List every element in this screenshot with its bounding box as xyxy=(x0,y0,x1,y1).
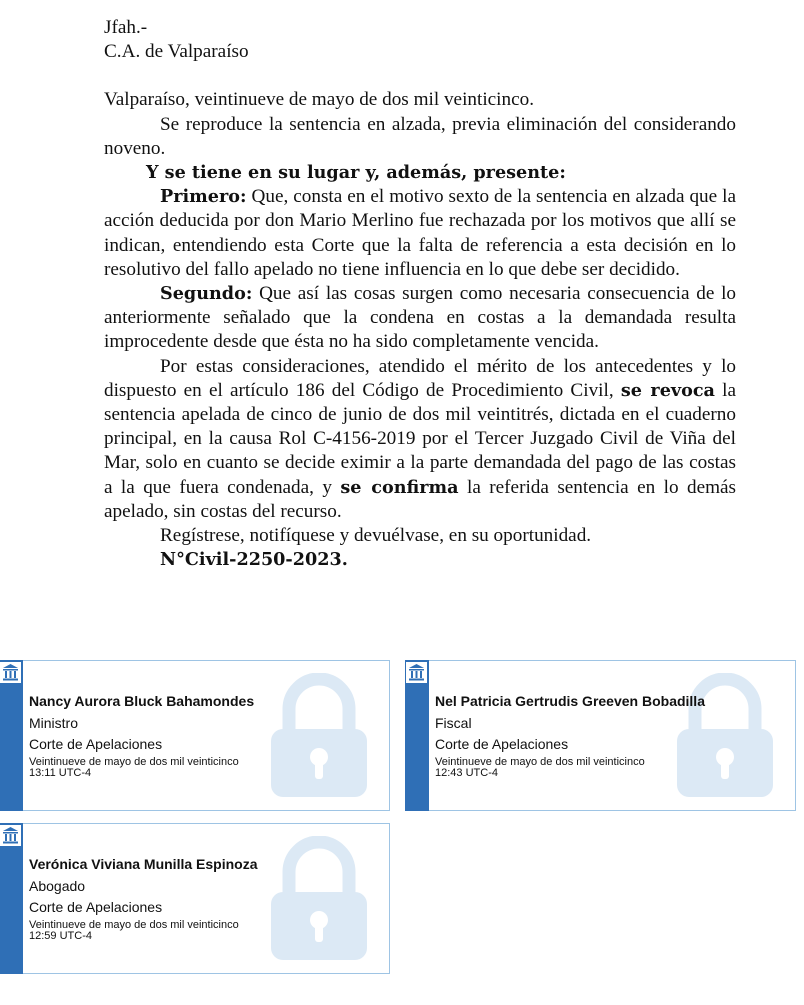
signature-time: 12:59 UTC-4 xyxy=(29,930,92,942)
signer-court: Corte de Apelaciones xyxy=(435,736,569,752)
signature-date: Veintinueve de mayo de dos mil veinticinco xyxy=(435,756,645,768)
signature-time: 12:43 UTC-4 xyxy=(435,767,498,779)
signature-accent-bar xyxy=(405,660,429,811)
institution-icon xyxy=(406,662,427,683)
date-line: Valparaíso, veintinueve de mayo de dos mil veinticinco. xyxy=(104,89,535,111)
signer-court: Corte de Apelaciones xyxy=(29,899,163,915)
case-number-line xyxy=(104,548,736,572)
signature-accent-bar xyxy=(0,823,23,974)
signature-date: Veintinueve de mayo de dos mil veinticinco xyxy=(29,919,239,931)
se-revoca-text: se revoca xyxy=(620,379,715,401)
signature-card xyxy=(405,660,796,811)
paragraph-segundo xyxy=(104,282,736,355)
signature-card xyxy=(0,823,390,974)
paragraph-resolution xyxy=(104,355,736,524)
document-body xyxy=(104,16,736,572)
closing-line: Regístrese, notifíquese y devuélvase, en su oportunidad. xyxy=(160,525,592,547)
resolution-text-2: la sentencia apelada de cinco de junio de dos mil veintitrés, dictada en el cuaderno principal, en la causa Rol C-4156-2019 por el Tercer Juzgado Civil de Viña del Mar, solo en cuanto se decide eximir a la parte demandada del pago de las costas a la que fuera condenada, y xyxy=(104,379,736,498)
lock-icon xyxy=(265,836,373,964)
signature-accent-bar xyxy=(0,660,23,811)
signature-date: Veintinueve de mayo de dos mil veinticinco xyxy=(29,756,239,768)
institution-icon xyxy=(0,825,21,846)
header-initials: Jfah.- xyxy=(104,17,148,38)
signer-name: Verónica Viviana Munilla Espinoza xyxy=(29,856,258,872)
signature-time: 13:11 UTC-4 xyxy=(29,767,92,779)
section-heading-text: Y se tiene en su lugar y, además, presente: xyxy=(146,162,566,184)
paragraph-primero xyxy=(104,185,736,282)
segundo-label: Segundo: xyxy=(160,283,253,305)
signer-role: Fiscal xyxy=(435,715,472,731)
se-confirma-text: se confirma xyxy=(340,476,459,498)
signer-name: Nancy Aurora Bluck Bahamondes xyxy=(29,693,255,709)
primero-text: Que, consta en el motivo sexto de la sentencia en alzada que la acción deducida por don Mario Merlino fue rechazada por los motivos que allí se indican, entendiendo esta Corte que la falta de referencia a esta decisión en lo resolutivo del fallo apelado no tiene influencia en lo que debe ser decidido. xyxy=(104,186,736,280)
signature-card xyxy=(0,660,390,811)
case-number: N°Civil-2250-2023. xyxy=(160,549,348,571)
signer-role: Ministro xyxy=(29,715,79,731)
resolution-text-1: Por estas consideraciones, atendido el mérito de los antecedentes y lo dispuesto en el artículo 186 del Código de Procedimiento Civil, xyxy=(104,355,736,401)
signer-court: Corte de Apelaciones xyxy=(29,736,163,752)
resolution-text-3: la referida sentencia en lo demás apelado, sin costas del recurso. xyxy=(104,476,736,522)
signer-role: Abogado xyxy=(29,878,86,894)
paragraph-reproduce: Se reproduce la sentencia en alzada, previa eliminación del considerando noveno. xyxy=(104,113,736,159)
segundo-text: Que así las cosas surgen como necesaria consecuencia de lo anteriormente señalado que la condena en costas a la demandada resulta improcedente desde que ésta no ha sido completamente vencida. xyxy=(104,283,736,353)
header-court: C.A. de Valparaíso xyxy=(104,41,249,63)
institution-icon xyxy=(0,662,21,683)
signer-name: Nel Patricia Gertrudis Greeven Bobadilla xyxy=(435,693,705,709)
section-heading xyxy=(104,161,736,185)
primero-label: Primero: xyxy=(160,186,247,208)
lock-icon xyxy=(265,673,373,801)
